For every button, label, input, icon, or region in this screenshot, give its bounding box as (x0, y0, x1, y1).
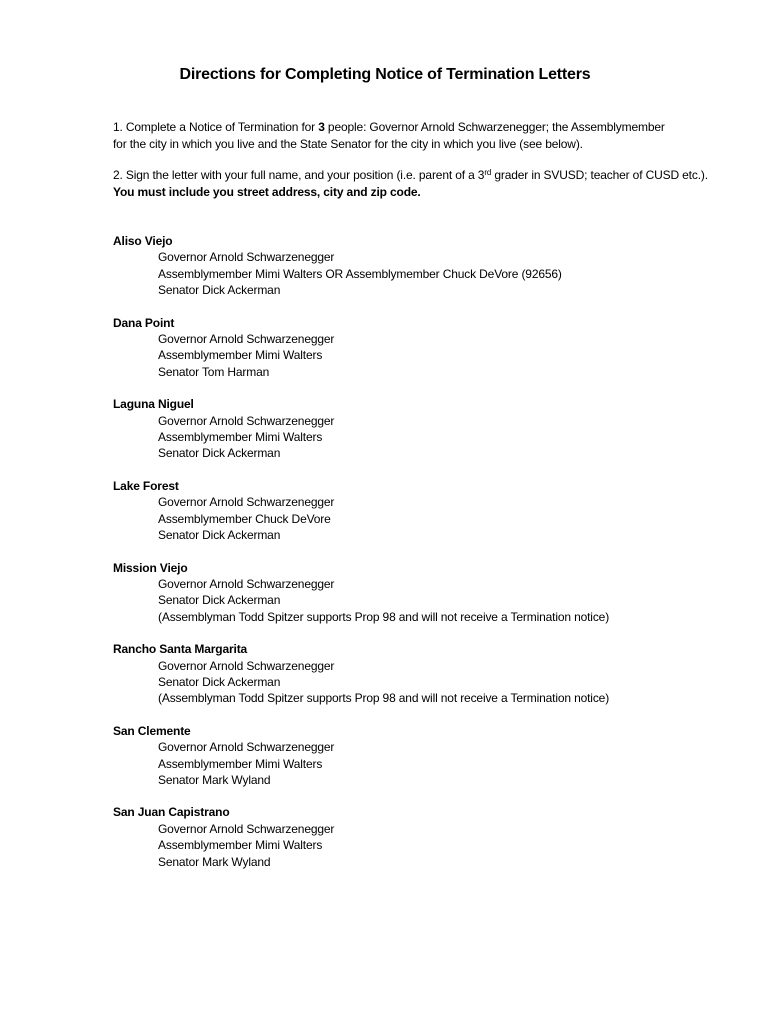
city-block (113, 723, 713, 789)
document-title: Directions for Completing Notice of Termination Letters (179, 66, 591, 83)
official-entry: Assemblymember Chuck DeVore (158, 511, 331, 526)
official-entry: (Assemblyman Todd Spitzer supports Prop 98 and will not receive a Termination notice) (158, 609, 610, 624)
city-name: Dana Point (113, 315, 175, 330)
official-entry: Governor Arnold Schwarzenegger (158, 413, 335, 428)
official-entry: Assemblymember Mimi Walters (158, 838, 323, 853)
official-entry: Governor Arnold Schwarzenegger (158, 576, 335, 591)
official-entry: Assemblymember Mimi Walters (158, 756, 323, 771)
step-1-text-line-2: for the city in which you live and the State Senator for the city in which you live (see below). (113, 136, 583, 151)
official-entry: Governor Arnold Schwarzenegger (158, 740, 335, 755)
city-block (113, 804, 713, 870)
official-entry: Governor Arnold Schwarzenegger (158, 332, 335, 347)
official-entry: Assemblymember Mimi Walters (158, 348, 323, 363)
official-entry: Senator Dick Ackerman (158, 446, 281, 461)
step-2-text-end: grader in SVUSD; teacher of CUSD etc.). (491, 168, 708, 182)
city-name: Lake Forest (113, 478, 179, 493)
official-entry: Senator Dick Ackerman (158, 283, 281, 298)
official-entry: Senator Mark Wyland (158, 772, 271, 787)
official-entry: Assemblymember Mimi Walters (158, 430, 323, 445)
city-block (113, 560, 713, 626)
city-block (113, 233, 713, 299)
official-entry: Senator Dick Ackerman (158, 593, 281, 608)
official-entry: Governor Arnold Schwarzenegger (158, 495, 335, 510)
official-entry: Assemblymember Mimi Walters OR Assemblymember Chuck DeVore (92656) (158, 266, 562, 281)
official-entry: Governor Arnold Schwarzenegger (158, 658, 335, 673)
official-entry: (Assemblyman Todd Spitzer supports Prop 98 and will not receive a Termination notice) (158, 691, 610, 706)
official-entry: Senator Dick Ackerman (158, 674, 281, 689)
step-1-text-start: 1. Complete a Notice of Termination for (113, 120, 319, 134)
city-block (113, 396, 713, 462)
official-entry: Senator Mark Wyland (158, 854, 271, 869)
step-2-text-start: 2. Sign the letter with your full name, and your position (i.e. parent of a 3 (113, 168, 485, 182)
address-requirement: You must include you street address, city and zip code. (113, 184, 421, 199)
city-block (113, 641, 713, 707)
city-list (113, 233, 713, 886)
city-name: Rancho Santa Margarita (113, 642, 248, 657)
people-count: 3 (318, 120, 325, 134)
city-block (113, 478, 713, 544)
official-entry: Senator Dick Ackerman (158, 528, 281, 543)
instruction-step-1 (113, 119, 713, 152)
city-block (113, 315, 713, 381)
city-name: San Juan Capistrano (113, 805, 230, 820)
official-entry: Governor Arnold Schwarzenegger (158, 821, 335, 836)
official-entry: Governor Arnold Schwarzenegger (158, 250, 335, 265)
city-name: Aliso Viejo (113, 234, 173, 248)
step-1-text-end: people: Governor Arnold Schwarzenegger; the Assemblymember (324, 120, 665, 134)
city-name: Mission Viejo (113, 560, 188, 575)
official-entry: Senator Tom Harman (158, 364, 270, 379)
city-name: San Clemente (113, 723, 191, 738)
instruction-step-2 (113, 167, 713, 200)
ordinal-suffix: rd (484, 168, 492, 177)
city-name: Laguna Niguel (113, 397, 194, 412)
